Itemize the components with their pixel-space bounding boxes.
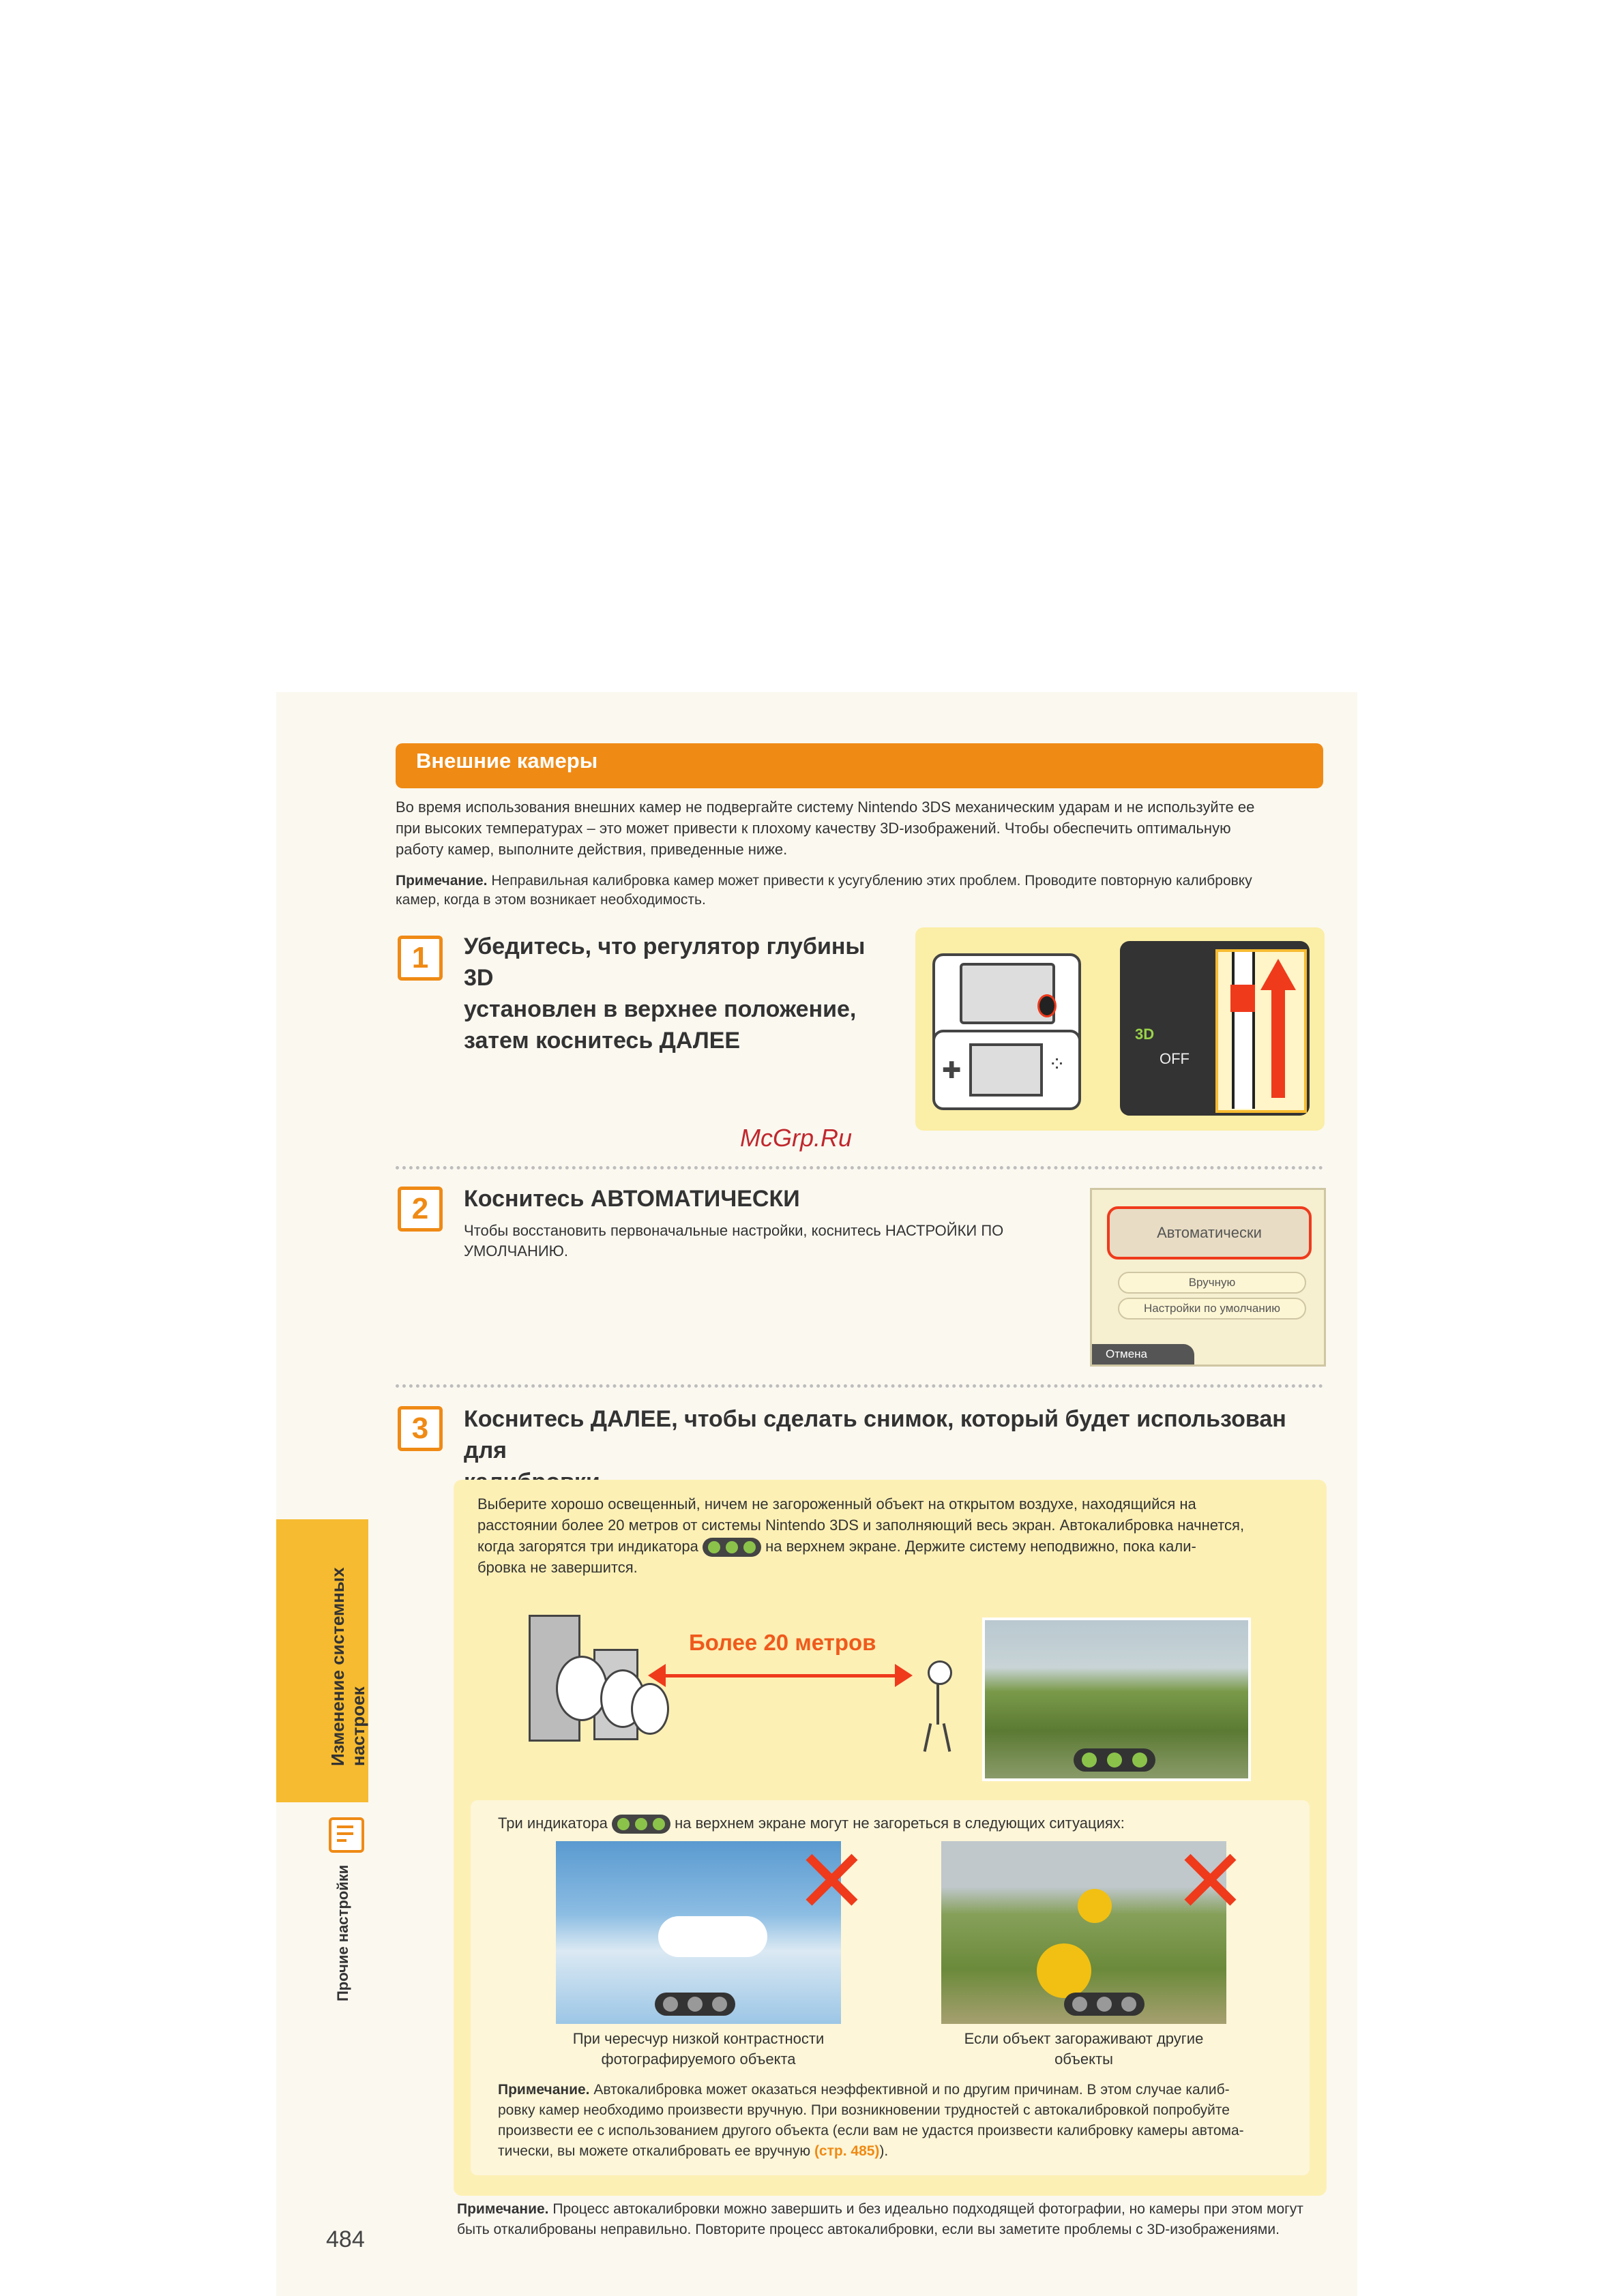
step-2-title: Коснитесь АВТОМАТИЧЕСКИ: [464, 1186, 800, 1212]
distance-label: Более 20 метров: [689, 1630, 876, 1655]
note-text: ровку камер необходимо произвести вручную. При возникновении трудностей с автокалибровкой попробуйте: [498, 2102, 1230, 2118]
note-text: тически, вы можете откалибровать ее вручную: [498, 2143, 811, 2159]
caption-line: объекты: [1054, 2051, 1113, 2068]
cross-icon: ✕: [1173, 1832, 1247, 1931]
settings-icon: [329, 1817, 364, 1853]
console-bottom-screen: [969, 1043, 1043, 1097]
intro-line: при высоких температурах – это может привести к плохому качеству 3D-изображений. Чтобы обеспечить оптимальную: [396, 820, 1231, 837]
indicators-off-icon: [1064, 1993, 1145, 2016]
sidebar-section-label: Прочие настройки: [334, 1864, 351, 2001]
case-1-caption: [556, 2029, 841, 2070]
sidebar-label-line: настроек: [348, 1686, 368, 1766]
panel-line: когда загорятся три индикатора: [477, 1538, 698, 1555]
step-2-number: 2: [398, 1187, 443, 1232]
flower-photo: [941, 1832, 1247, 2024]
flower: [1037, 1943, 1091, 1998]
manual-button[interactable]: Вручную: [1118, 1272, 1306, 1294]
step-1-title: [464, 931, 900, 1056]
indicators-on-icon: [1074, 1748, 1155, 1772]
panel-line: расстоянии более 20 метров от системы Nintendo 3DS и заполняющий весь экран. Автокалибровка начнется,: [477, 1517, 1245, 1534]
indicators-on-icon: [703, 1538, 761, 1557]
panel-line: на верхнем экране. Держите систему неподвижно, пока кали-: [765, 1538, 1196, 1555]
intro-note: [396, 871, 1323, 910]
indicators-off-icon: [612, 1815, 670, 1834]
arrow-right-icon: [895, 1664, 913, 1687]
sky-photo: [556, 1832, 869, 2024]
up-arrow-icon: [1260, 959, 1296, 990]
slider-off-label: OFF: [1160, 1050, 1190, 1067]
note-text: быть откалиброваны неправильно. Повторите процесс автокалибровки, если вы заметите проблемы с 3D-изображениями.: [457, 2222, 1280, 2237]
slider-track-panel: [1215, 949, 1307, 1113]
dpad-icon: ✚: [942, 1058, 962, 1084]
note-label: Примечание.: [396, 873, 488, 889]
up-arrow-shaft: [1271, 989, 1285, 1098]
caption-line: Если объект загораживают другие: [964, 2030, 1204, 2047]
note-text: Автокалибровка может оказаться неэффективной и по другим причинам. В этом случае калиб-: [593, 2082, 1230, 2098]
step-1-title-line: установлен в верхнее положение,: [464, 996, 857, 1022]
touch-screen-mock: [1090, 1188, 1326, 1367]
step-3-number: 3: [398, 1406, 443, 1451]
cross-icon: ✕: [795, 1832, 869, 1931]
flower: [1078, 1889, 1112, 1923]
divider: [396, 1384, 1323, 1388]
slider-3d-label: 3D: [1135, 1026, 1155, 1043]
intro-line: работу камер, выполните действия, приведенные ниже.: [396, 841, 788, 858]
tree-icon: [556, 1656, 608, 1721]
buttons-icon: ⁘: [1048, 1054, 1066, 1076]
case-2-caption: [941, 2029, 1226, 2070]
note-text: ).: [879, 2143, 889, 2159]
page-number: 484: [326, 2226, 365, 2252]
step-2-description: [464, 1221, 1078, 1262]
step-1-number: 1: [398, 936, 443, 981]
river-landscape-photo: [982, 1617, 1251, 1781]
indicators-off-icon: [655, 1993, 735, 2016]
divider: [396, 1166, 1323, 1169]
page-reference-link[interactable]: (стр. 485): [814, 2143, 880, 2159]
person-icon: [914, 1660, 955, 1753]
note-text: Неправильная калибровка камер может привести к усугублению этих проблем. Проводите повторную калибровку: [491, 873, 1252, 889]
sidebar-label-line: Изменение системных: [327, 1567, 348, 1766]
defaults-button[interactable]: Настройки по умолчанию: [1118, 1298, 1306, 1320]
step-2-desc-line: Чтобы восстановить первоначальные настройки, коснитесь НАСТРОЙКИ ПО: [464, 1222, 1004, 1239]
step-3-note: [498, 2080, 1303, 2162]
sidebar-chapter-label: [327, 1567, 368, 1766]
depth-slider-zoom: [1120, 941, 1310, 1116]
watermark: McGrp.Ru: [740, 1124, 853, 1152]
depth-slider-highlight: [1037, 994, 1057, 1017]
step-1-title-line: затем коснитесь ДАЛЕЕ: [464, 1028, 741, 1054]
cancel-button[interactable]: Отмена: [1092, 1344, 1194, 1365]
failure-cases-intro: [498, 1813, 1125, 1834]
note-label: Примечание.: [457, 2201, 549, 2217]
cloud: [658, 1916, 767, 1957]
slider-knob: [1230, 985, 1255, 1012]
arrow-left-icon: [648, 1664, 666, 1687]
console-bottom-half: [932, 1030, 1081, 1110]
panel-line: бровка не завершится.: [477, 1559, 638, 1577]
step-3-title-line: Коснитесь ДАЛЕЕ, чтобы сделать снимок, который будет использован для: [464, 1406, 1286, 1463]
step-1-title-line: Убедитесь, что регулятор глубины 3D: [464, 934, 866, 991]
distance-arrow: [651, 1674, 907, 1678]
note-text: камер, когда в этом возникает необходимость.: [396, 892, 706, 908]
slider-track: [1232, 952, 1255, 1109]
note-label: Примечание.: [498, 2082, 590, 2098]
step-3-panel-text: [477, 1493, 1310, 1578]
note-text: Процесс автокалибровки можно завершить и без идеально подходящей фотографии, но камеры при этом могут: [552, 2201, 1303, 2217]
caption-line: фотографируемого объекта: [601, 2051, 796, 2068]
footer-note: [457, 2199, 1330, 2240]
failure-intro-text: на верхнем экране могут не загореться в следующих ситуациях:: [675, 1815, 1125, 1832]
failure-intro-text: Три индикатора: [498, 1815, 608, 1832]
intro-text: [396, 796, 1323, 860]
panel-line: Выберите хорошо освещенный, ничем не загороженный объект на открытом воздухе, находящийся на: [477, 1495, 1196, 1512]
caption-line: При чересчур низкой контрастности: [572, 2030, 825, 2047]
section-title: Внешние камеры: [416, 749, 598, 773]
intro-line: Во время использования внешних камер не подвергайте систему Nintendo 3DS механическим ударам и не используйте ее: [396, 799, 1255, 816]
auto-calibration-button[interactable]: Автоматически: [1107, 1206, 1312, 1259]
note-text: произвести ее с использованием другого объекта (если вам не удастся произвести калибровку камеры автома-: [498, 2123, 1244, 2138]
tree-icon: [631, 1683, 669, 1735]
step-2-desc-line: УМОЛЧАНИЮ.: [464, 1242, 568, 1259]
